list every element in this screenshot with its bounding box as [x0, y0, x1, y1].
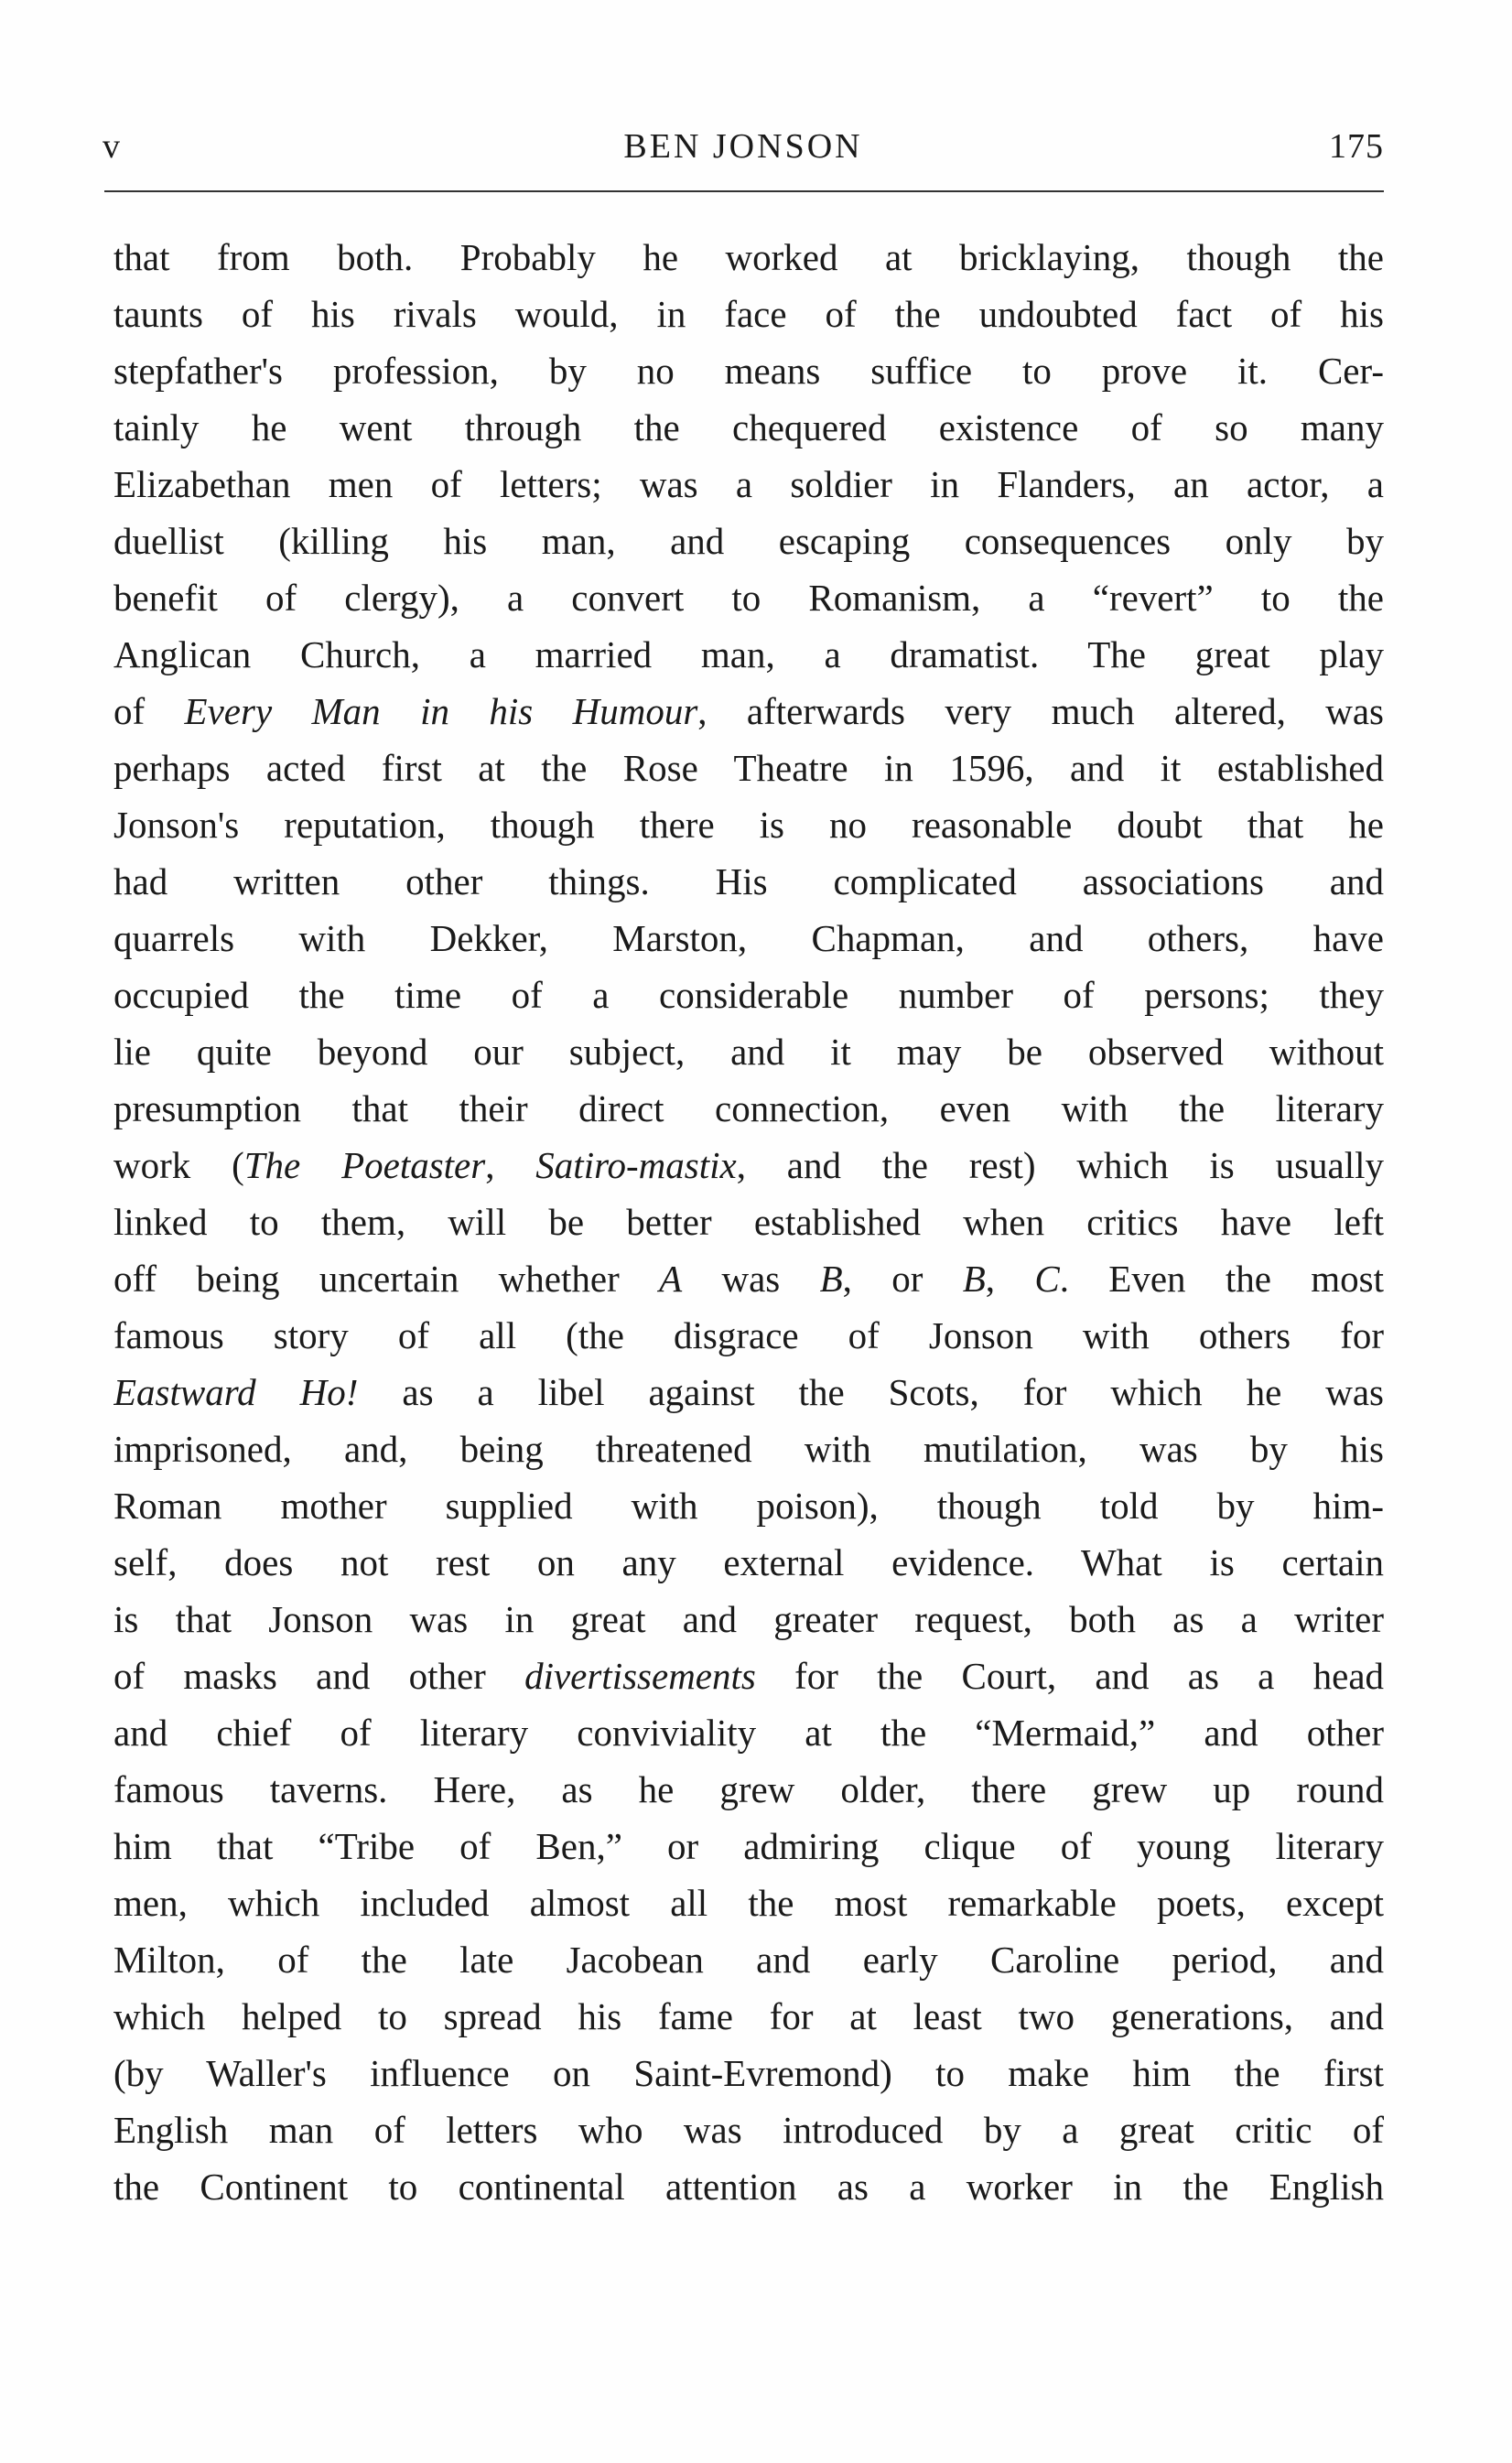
italic-title: Satiro-mastix	[535, 1144, 737, 1186]
text-line: is that Jonson was in great and greater request, both as a writer	[113, 1598, 1384, 1640]
text-line: self, does not rest on any external evidence. What is certain	[113, 1541, 1384, 1583]
text-line: and chief of literary conviviality at the “Mermaid,” and other	[113, 1712, 1384, 1754]
text-line: which helped to spread his fame for at least two generations, and	[113, 1995, 1384, 2037]
text-line: that from both. Probably he worked at bricklaying, though the	[113, 236, 1384, 278]
text-line: Milton, of the late Jacobean and early Caroline period, and	[113, 1939, 1384, 1981]
text-line: Eastward Ho! as a libel against the Scots, for which he was	[113, 1371, 1384, 1413]
text-line: him that “Tribe of Ben,” or admiring clique of young literary	[113, 1825, 1384, 1867]
text-line: duellist (killing his man, and escaping consequences only by	[113, 520, 1384, 562]
text-line: English man of letters who was introduced by a great critic of	[113, 2109, 1384, 2151]
text-line: of masks and other divertissements for the Court, and as a head	[113, 1655, 1384, 1697]
text-line: famous taverns. Here, as he grew older, there grew up round	[113, 1768, 1384, 1810]
text-line: famous story of all (the disgrace of Jonson with others for	[113, 1314, 1384, 1356]
chapter-number: v	[103, 127, 121, 166]
italic-title: Eastward Ho!	[113, 1371, 359, 1413]
page-number: 175	[1329, 127, 1384, 166]
italic-title: A	[659, 1258, 683, 1300]
text-line: work (The Poetaster, Satiro-mastix, and the rest) which is usually	[113, 1144, 1384, 1186]
text-line: off being uncertain whether A was B, or B, C. Even the most	[113, 1258, 1384, 1300]
text-line: Elizabethan men of letters; was a soldier in Flanders, an actor, a	[113, 463, 1384, 505]
text-line: stepfather's profession, by no means suffice to prove it. Cer-	[113, 350, 1384, 392]
text-line: (by Waller's influence on Saint-Evremond) to make him the first	[113, 2052, 1384, 2094]
header-rule	[104, 190, 1384, 192]
italic-title: The Poetaster	[243, 1144, 486, 1186]
text-line: imprisoned, and, being threatened with mutilation, was by his	[113, 1428, 1384, 1470]
text-line: had written other things. His complicated associations and	[113, 860, 1384, 902]
text-line: lie quite beyond our subject, and it may be observed without	[113, 1031, 1384, 1073]
text-line: Jonson's reputation, though there is no reasonable doubt that he	[113, 804, 1384, 846]
text-line: occupied the time of a considerable number of persons; they	[113, 974, 1384, 1016]
italic-title: B	[819, 1258, 843, 1300]
text-line: linked to them, will be better established when critics have left	[113, 1201, 1384, 1243]
text-line: men, which included almost all the most remarkable poets, except	[113, 1882, 1384, 1924]
text-line: tainly he went through the chequered existence of so many	[113, 406, 1384, 448]
text-line: presumption that their direct connection, even with the literary	[113, 1087, 1384, 1129]
italic-title: Every Man in his Humour	[184, 690, 698, 732]
running-title: BEN JONSON	[623, 127, 863, 166]
running-head	[103, 126, 1384, 172]
text-line: perhaps acted first at the Rose Theatre in 1596, and it established	[113, 747, 1384, 789]
italic-title: divertissements	[524, 1655, 756, 1697]
body-text	[113, 229, 1384, 2215]
text-line: quarrels with Dekker, Marston, Chapman, and others, have	[113, 917, 1384, 959]
text-line: benefit of clergy), a convert to Romanism, a “revert” to the	[113, 577, 1384, 619]
text-line: of Every Man in his Humour, afterwards very much altered, was	[113, 690, 1384, 732]
text-line: Roman mother supplied with poison), though told by him-	[113, 1485, 1384, 1527]
text-line: Anglican Church, a married man, a dramatist. The great play	[113, 633, 1384, 675]
text-line: the Continent to continental attention as a worker in the English	[113, 2166, 1384, 2208]
italic-title: C	[1034, 1258, 1060, 1300]
text-line: taunts of his rivals would, in face of the undoubted fact of his	[113, 293, 1384, 335]
italic-title: B	[962, 1258, 986, 1300]
